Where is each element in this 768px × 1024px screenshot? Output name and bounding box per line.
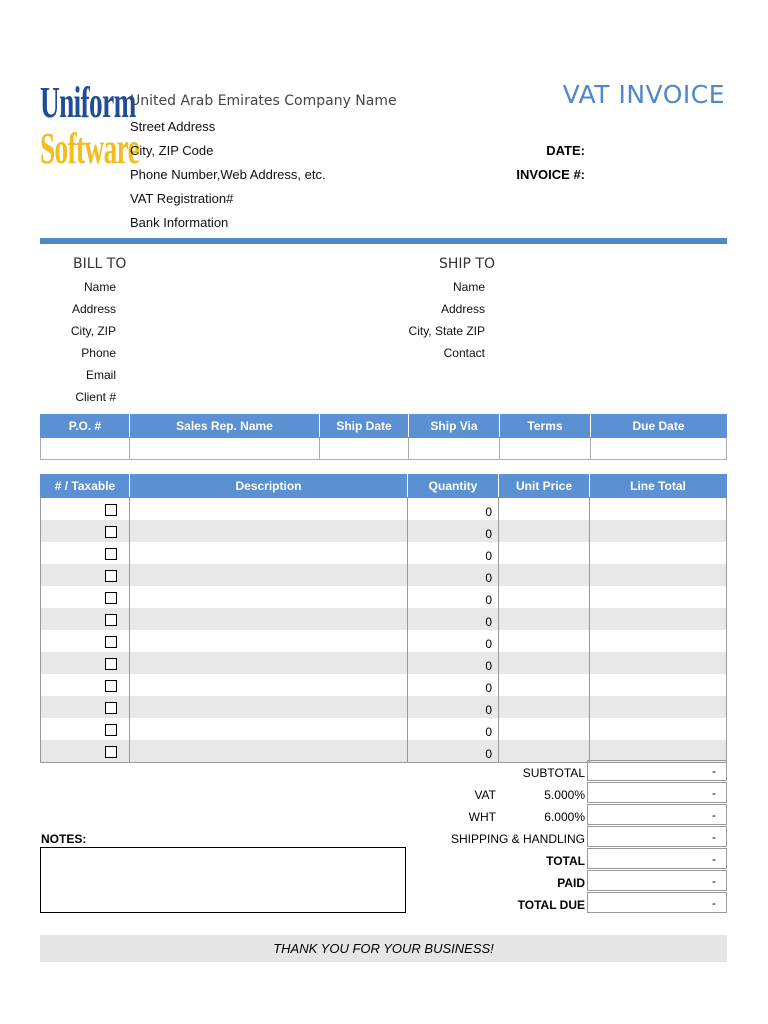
header-divider: [40, 238, 727, 244]
thank-you-banner: THANK YOU FOR YOUR BUSINESS!: [40, 935, 727, 962]
ship-via-header: Ship Via: [409, 415, 500, 438]
taxable-cell: [41, 652, 130, 674]
quantity-cell[interactable]: 0: [408, 718, 499, 740]
total-due-value: -: [587, 892, 727, 913]
wht-rate[interactable]: 6.000%: [544, 810, 585, 824]
quantity-cell[interactable]: 0: [408, 586, 499, 608]
line-items-table: [40, 474, 727, 763]
line-total-cell: [590, 542, 727, 564]
taxable-checkbox[interactable]: [105, 702, 117, 714]
line-total-cell: [590, 674, 727, 696]
unit-price-cell[interactable]: [499, 674, 590, 696]
invoice-title: VAT INVOICE: [562, 80, 725, 109]
unit-price-cell[interactable]: [499, 630, 590, 652]
line-total-cell: [590, 652, 727, 674]
description-cell[interactable]: [130, 608, 408, 630]
vat-value: -: [587, 782, 727, 803]
taxable-cell: [41, 498, 130, 521]
description-header: Description: [130, 475, 408, 498]
total-label: TOTAL: [546, 854, 585, 868]
table-row: [41, 586, 727, 608]
quantity-cell[interactable]: 0: [408, 542, 499, 564]
quantity-cell[interactable]: 0: [408, 608, 499, 630]
ship-date-cell[interactable]: [320, 438, 409, 460]
wht-value: -: [587, 804, 727, 825]
table-row: [41, 630, 727, 652]
unit-price-cell[interactable]: [499, 608, 590, 630]
table-row: [41, 564, 727, 586]
table-row: [41, 674, 727, 696]
quantity-cell[interactable]: 0: [408, 652, 499, 674]
unit-price-cell[interactable]: [499, 498, 590, 521]
company-bank-info: Bank Information: [130, 215, 229, 230]
unit-price-cell[interactable]: [499, 652, 590, 674]
invoice-number-label: INVOICE #:: [516, 167, 585, 182]
shipping-value[interactable]: -: [587, 826, 727, 847]
logo-line-2: Software: [40, 124, 140, 173]
unit-price-cell[interactable]: [499, 520, 590, 542]
terms-cell[interactable]: [500, 438, 591, 460]
table-row: [41, 652, 727, 674]
taxable-checkbox[interactable]: [105, 592, 117, 604]
order-info-table: [40, 414, 727, 460]
taxable-checkbox[interactable]: [105, 570, 117, 582]
quantity-cell[interactable]: 0: [408, 564, 499, 586]
ship-to-city-label: City, State ZIP: [408, 324, 485, 338]
due-date-header: Due Date: [591, 415, 727, 438]
terms-header: Terms: [500, 415, 591, 438]
unit-price-cell[interactable]: [499, 586, 590, 608]
company-vat-registration: VAT Registration#: [130, 191, 234, 206]
line-total-cell: [590, 498, 727, 521]
unit-price-cell[interactable]: [499, 564, 590, 586]
bill-to-email-label: Email: [85, 368, 116, 382]
description-cell[interactable]: [130, 520, 408, 542]
description-cell[interactable]: [130, 740, 408, 763]
notes-label: NOTES:: [41, 832, 87, 846]
total-due-label: TOTAL DUE: [517, 898, 585, 912]
quantity-cell[interactable]: 0: [408, 674, 499, 696]
company-city: City, ZIP Code: [130, 143, 214, 158]
taxable-checkbox[interactable]: [105, 548, 117, 560]
taxable-cell: [41, 520, 130, 542]
quantity-cell[interactable]: 0: [408, 696, 499, 718]
ship-to-address-label: Address: [440, 302, 485, 316]
logo-line-1: Uniform: [40, 78, 136, 127]
unit-price-cell[interactable]: [499, 542, 590, 564]
description-cell[interactable]: [130, 652, 408, 674]
description-cell[interactable]: [130, 564, 408, 586]
table-row: [41, 608, 727, 630]
taxable-cell: [41, 542, 130, 564]
unit-price-cell[interactable]: [499, 718, 590, 740]
bill-to-client-label: Client #: [75, 390, 116, 404]
quantity-cell[interactable]: 0: [408, 520, 499, 542]
taxable-checkbox[interactable]: [105, 504, 117, 516]
paid-value[interactable]: -: [587, 870, 727, 891]
line-total-cell: [590, 718, 727, 740]
company-logo: [40, 78, 140, 173]
quantity-cell[interactable]: 0: [408, 498, 499, 521]
line-total-cell: [590, 630, 727, 652]
taxable-cell: [41, 608, 130, 630]
taxable-cell: [41, 718, 130, 740]
quantity-header: Quantity: [408, 475, 499, 498]
description-cell[interactable]: [130, 630, 408, 652]
unit-price-cell[interactable]: [499, 740, 590, 763]
sales-rep-header: Sales Rep. Name: [130, 415, 320, 438]
bill-to-name-label: Name: [83, 280, 116, 294]
description-cell[interactable]: [130, 498, 408, 521]
table-row: [41, 718, 727, 740]
table-row: [41, 520, 727, 542]
line-total-cell: [590, 586, 727, 608]
bill-to-phone-label: Phone: [81, 346, 116, 360]
po-header: P.O. #: [41, 415, 130, 438]
ship-to-name-label: Name: [452, 280, 485, 294]
description-cell[interactable]: [130, 718, 408, 740]
table-row: [41, 696, 727, 718]
bill-to-heading: BILL TO: [73, 256, 127, 272]
company-street: Street Address: [130, 119, 216, 134]
ship-to-contact-label: Contact: [443, 346, 485, 360]
line-total-cell: [590, 696, 727, 718]
paid-label: PAID: [557, 876, 585, 890]
subtotal-value: -: [587, 760, 727, 781]
date-label: DATE:: [546, 143, 585, 158]
taxable-cell: [41, 696, 130, 718]
taxable-cell: [41, 564, 130, 586]
line-total-cell: [590, 520, 727, 542]
taxable-checkbox[interactable]: [105, 724, 117, 736]
wht-label: WHT: [468, 810, 496, 824]
table-row: [41, 542, 727, 564]
shipping-label: SHIPPING & HANDLING: [450, 832, 585, 846]
company-phone: Phone Number,Web Address, etc.: [130, 167, 326, 182]
taxable-cell: [41, 630, 130, 652]
taxable-checkbox[interactable]: [105, 680, 117, 692]
vat-rate[interactable]: 5.000%: [544, 788, 585, 802]
taxable-cell: [41, 586, 130, 608]
vat-label: VAT: [474, 788, 496, 802]
sales-rep-cell[interactable]: [130, 438, 320, 460]
description-cell[interactable]: [130, 586, 408, 608]
bill-to-address-label: Address: [71, 302, 116, 316]
taxable-checkbox[interactable]: [105, 636, 117, 648]
quantity-cell[interactable]: 0: [408, 630, 499, 652]
line-total-cell: [590, 608, 727, 630]
unit-price-header: Unit Price: [499, 475, 590, 498]
subtotal-label: SUBTOTAL: [522, 766, 585, 780]
taxable-checkbox[interactable]: [105, 746, 117, 758]
taxable-cell: [41, 674, 130, 696]
taxable-checkbox[interactable]: [105, 614, 117, 626]
description-cell[interactable]: [130, 696, 408, 718]
unit-price-cell[interactable]: [499, 696, 590, 718]
notes-field[interactable]: [40, 847, 406, 913]
taxable-header: # / Taxable: [41, 475, 130, 498]
taxable-checkbox[interactable]: [105, 526, 117, 538]
table-row: [41, 498, 727, 521]
quantity-cell[interactable]: 0: [408, 740, 499, 763]
line-total-cell: [590, 564, 727, 586]
company-name: United Arab Emirates Company Name: [130, 93, 397, 109]
taxable-checkbox[interactable]: [105, 658, 117, 670]
taxable-cell: [41, 740, 130, 763]
ship-date-header: Ship Date: [320, 415, 409, 438]
po-cell[interactable]: [41, 438, 130, 460]
description-cell[interactable]: [130, 674, 408, 696]
ship-to-heading: SHIP TO: [439, 256, 496, 272]
description-cell[interactable]: [130, 542, 408, 564]
bill-to-city-label: City, ZIP: [70, 324, 116, 338]
line-total-header: Line Total: [590, 475, 727, 498]
total-value: -: [587, 848, 727, 869]
ship-via-cell[interactable]: [409, 438, 500, 460]
due-date-cell[interactable]: [591, 438, 727, 460]
